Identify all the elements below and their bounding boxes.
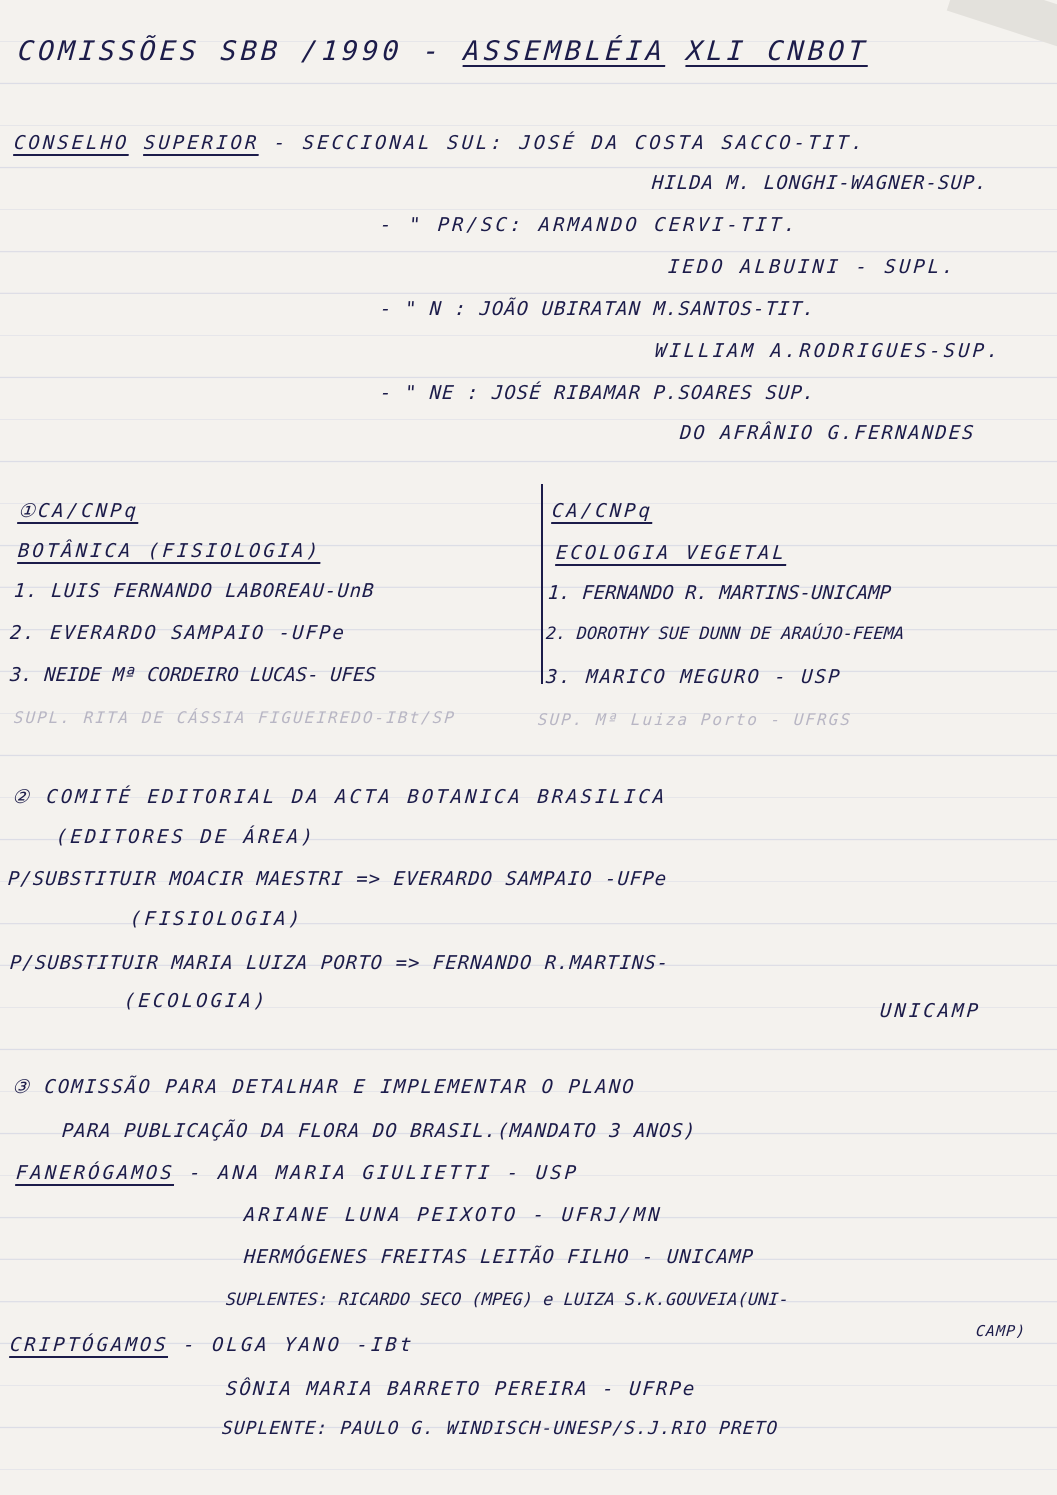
conselho-label-a: CONSELHO <box>13 132 131 154</box>
comissao-heading-2: PARA PUBLICAÇÃO DA FLORA DO BRASIL.(MANDATO 3 ANOS) <box>61 1120 698 1142</box>
ca-right-item-2: 2. DOROTHY SUE DUNN DE ARAÚJO-FEEMA <box>545 624 905 644</box>
criptogamos-row <box>9 1334 415 1356</box>
title-part-2: ASSEMBLÉIA <box>462 36 668 67</box>
ca-right-item-1: 1. FERNANDO R. MARTINS-UNICAMP <box>547 582 892 604</box>
fanerogamos-suplentes: SUPLENTES: RICARDO SECO (MPEG) e LUIZA S.K.GOUVEIA(UNI- <box>225 1290 790 1310</box>
ca-left-heading: ①CA/CNPq <box>17 500 140 522</box>
conselho-norte: - " N : JOÃO UBIRATAN M.SANTOS-TIT. <box>379 298 817 320</box>
fanerogamos-first: - ANA MARIA GIULIETTI - USP <box>174 1162 580 1184</box>
fanerogamos-label: FANERÓGAMOS <box>15 1162 176 1184</box>
folded-corner <box>947 0 1057 48</box>
fanerogamos-member-3: HERMÓGENES FREITAS LEITÃO FILHO - UNICAMP <box>243 1246 755 1268</box>
column-divider <box>541 484 543 684</box>
fanerogamos-row <box>15 1162 580 1184</box>
comite-substitution-2: P/SUBSTITUIR MARIA LUIZA PORTO => FERNANDO R.MARTINS- <box>9 952 671 974</box>
ca-left-item-2: 2. EVERARDO SAMPAIO -UFPe <box>9 622 347 644</box>
criptogamos-first: - OLGA YANO -IBt <box>168 1334 416 1356</box>
ca-left-supplement: SUPL. RITA DE CÁSSIA FIGUEIREDO-IBt/SP <box>13 708 457 727</box>
comite-heading-2: (EDITORES DE ÁREA) <box>55 826 317 848</box>
ca-right-heading: CA/CNPq <box>551 500 654 522</box>
fanerogamos-member-2: ARIANE LUNA PEIXOTO - UFRJ/MN <box>243 1204 664 1226</box>
conselho-row-1 <box>13 132 866 154</box>
ca-right-supplement: SUP. Mª Luiza Porto - UFRGS <box>537 710 853 729</box>
criptogamos-member-2: SÔNIA MARIA BARRETO PEREIRA - UFRPe <box>225 1378 698 1400</box>
conselho-label-b: SUPERIOR <box>143 132 261 154</box>
conselho-prsc-sup: IEDO ALBUINI - SUPL. <box>667 256 958 278</box>
title-part-1: COMISSÕES SBB /1990 - <box>16 36 465 67</box>
comite-substitution-2-area: (ECOLOGIA) <box>123 990 270 1012</box>
conselho-prsc: - " PR/SC: ARMANDO CERVI-TIT. <box>379 214 800 236</box>
ca-left-item-3: 3. NEIDE Mª CORDEIRO LUCAS- UFES <box>9 664 377 686</box>
comissao-heading: ③ COMISSÃO PARA DETALHAR E IMPLEMENTAR O PLANO <box>11 1076 637 1098</box>
title-part-3: XLI CNBOT <box>685 36 870 67</box>
comite-substitution-1: P/SUBSTITUIR MOACIR MAESTRI => EVERARDO SAMPAIO -UFPe <box>7 868 669 890</box>
page-title <box>17 36 870 67</box>
conselho-nordeste: - " NE : JOSÉ RIBAMAR P.SOARES SUP. <box>379 382 817 404</box>
criptogamos-suplente: SUPLENTE: PAULO G. WINDISCH-UNESP/S.J.RIO PRETO <box>221 1418 780 1439</box>
ca-left-subheading: BOTÂNICA (FISIOLOGIA) <box>17 540 322 562</box>
conselho-sul-sup: HILDA M. LONGHI-WAGNER-SUP. <box>651 172 989 194</box>
comite-substitution-2-inst: UNICAMP <box>879 1000 982 1022</box>
comite-heading: ② COMITÉ EDITORIAL DA ACTA BOTANICA BRASILICA <box>11 786 669 808</box>
fanerogamos-suplentes-tail: CAMP) <box>975 1322 1027 1340</box>
ca-right-item-3: 3. MARICO MEGURO - USP <box>545 666 843 688</box>
conselho-norte-sup: WILLIAM A.RODRIGUES-SUP. <box>654 340 1003 362</box>
conselho-sul: - SECCIONAL SUL: JOSÉ DA COSTA SACCO-TIT. <box>273 132 867 154</box>
conselho-nordeste-sup: DO AFRÂNIO G.FERNANDES <box>679 422 977 444</box>
criptogamos-label: CRIPTÓGAMOS <box>9 1334 170 1356</box>
ca-right-subheading: ECOLOGIA VEGETAL <box>555 542 788 564</box>
comite-substitution-1-area: (FISIOLOGIA) <box>129 908 305 930</box>
ca-left-item-1: 1. LUIS FERNANDO LABOREAU-UnB <box>13 580 376 602</box>
